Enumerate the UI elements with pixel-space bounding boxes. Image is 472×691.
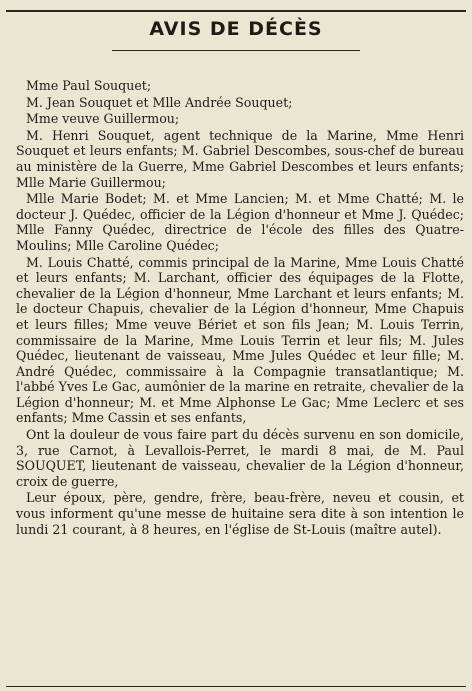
paragraph-4: M. Henri Souquet, agent technique de la Marine, Mme Henri Souquet et leurs enfants; M. Gabriel Descombes, sous-chef de bureau au ministère de la Guerre, Mme Gabriel Descombes et leurs enfants; Mlle Marie Guillermou; — [16, 127, 464, 190]
bottom-rule — [6, 686, 466, 687]
paragraph-5: Mlle Marie Bodet; M. et Mme Lancien; M. et Mme Chatté; M. le docteur J. Quédec, officier de la Légion d'honneur et Mme J. Quédec; Mlle Fanny Quédec, directrice de l'école des filles des Quatre-Moulins; Mlle Caroline Quédec; — [16, 191, 464, 253]
paragraph-2: M. Jean Souquet et Mlle Andrée Souquet; — [26, 94, 293, 110]
paragraph-3: Mme veuve Guillermou; — [26, 111, 180, 127]
paragraph-1: Mme Paul Souquet; — [26, 78, 152, 93]
paragraph-8: Leur époux, père, gendre, frère, beau-frère, neveu et cousin, et vous informent qu'une messe de huitaine sera dite à son intention le lundi 21 courant, à 8 heures, en l'église de St-Louis (maître autel). — [16, 490, 464, 537]
notice-body — [16, 78, 464, 538]
paragraph-7: Ont la douleur de vous faire part du décès survenu en son domicile, 3, rue Carnot, à Levallois-Perret, le mardi 8 mai, de M. Paul SOUQUET, lieutenant de vaisseau, chevalier de la Légion d'honneur, croix de guerre, — [16, 427, 464, 489]
paragraph-6: M. Louis Chatté, commis principal de la Marine, Mme Louis Chatté et leurs enfants; M. Larchant, officier des équipages de la Flotte, chevalier de la Légion d'honneur, Mme Larchant et leurs enfants; M. le docteur Chapuis, chevalier de la Légion d'honneur, Mme Chapuis et leurs filles; Mme veuve Bériet et son fils Jean; M. Louis Terrin, commissaire de la Marine, Mme Louis Terrin et leur fils; M. Jules Quédec, lieutenant de vaisseau, Mme Jules Quédec et leur fille; M. André Quédec, commissaire à la Compagnie transatlantique; M. l'abbé Yves Le Gac, aumônier de la marine en retraite, chevalier de la Légion d'honneur; M. et Mme Alphonse Le Gac; Mme Leclerc et ses enfants; Mme Cassin et ses enfants, — [16, 254, 464, 426]
top-rule — [6, 10, 466, 12]
notice-title: AVIS DE DÉCÈS — [149, 18, 323, 40]
title-underline — [112, 50, 360, 51]
